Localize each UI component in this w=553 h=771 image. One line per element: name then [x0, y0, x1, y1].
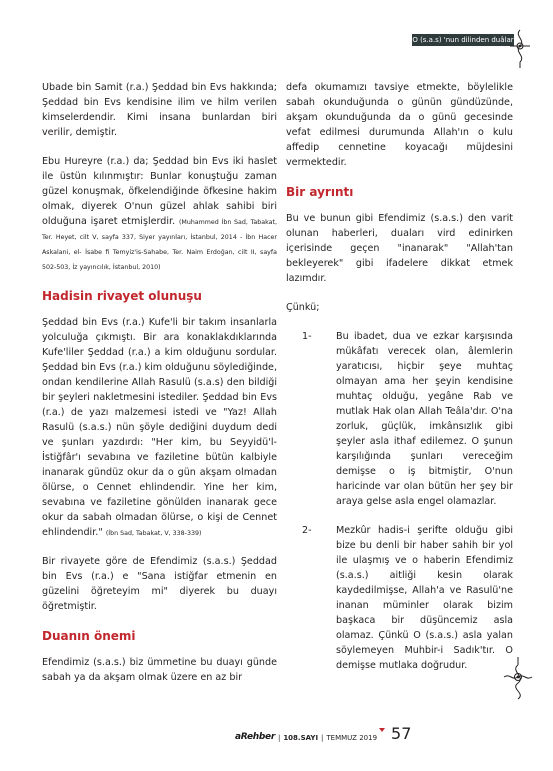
list-item — [286, 329, 513, 509]
section-heading: Bir ayrıntı — [286, 185, 354, 199]
issue-number: 108.SAYI — [283, 734, 319, 742]
list-number: 1- — [302, 331, 312, 342]
paragraph — [42, 315, 277, 540]
page-footer: aRehber | 108.SAYI | TEMMUZ 2019 57 — [235, 724, 412, 743]
paragraph: defa okumamızı tavsiye etmekte, böylelikle sabah okunduğunda o günün gündüzünde, akşam okunduğunda da o günü gecesinde vefat edilmesi durumunda Allah'ın o kulu affedip cennetine koyacağı müjdesini vermektedir. — [286, 82, 513, 168]
list-item — [286, 523, 513, 673]
list-number: 2- — [302, 525, 312, 536]
paragraph: Çünkü; — [286, 302, 320, 313]
page-number: 57 — [391, 724, 412, 743]
paragraph: Bu ve bunun gibi Efendimiz (s.a.s.) den varit olunan haberleri, duaları vird edinirken içerisinde geçen "inanarak" "Allah'tan bekleyerek" gibi ifadelere dikkat etmek lazımdır. — [286, 213, 513, 284]
triangle-icon — [379, 728, 385, 732]
right-column — [286, 80, 513, 673]
issue-date: TEMMUZ 2019 — [326, 734, 378, 742]
numbered-list — [286, 329, 513, 673]
corner-ornament-top — [505, 28, 535, 70]
paragraph-text: Ebu Hureyre (r.a.) da; Şeddad bin Evs iki haslet ile üstün kılınmıştır: Bunlar konuştuğu zaman güzel konuşmak, öfkelendiğinde öfkesine hakim olmak, diyerek O'nun güzel ahlak sahibi biri olduğuna işaret etmişlerdir. — [42, 156, 277, 227]
paragraph — [42, 154, 277, 274]
paragraph: Ubade bin Samit (r.a.) Şeddad bin Evs hakkında; Şeddad bin Evs kendisine ilim ve hilm verilen kimselerdendir. Kimi insana bunlardan biri verilir, demiştir. — [42, 82, 277, 138]
list-text: Mezkûr hadis-i şerifte olduğu gibi bize bu denli bir haber sahih bir yol ile ulaşmış ve o haberin Efendimiz (s.a.s.) aitliği kesin olarak kaydedilmişse, Allah'a ve Rasulü'ne inanan müminler olarak bizim başkaca bir düşüncemiz asla olamaz. Çünkü O (s.a.s.) asla yalan söylemeyen Muhbir-i Sadık'tır. O demişse mutlaka doğrudur. — [336, 525, 513, 671]
citation: (İbn Sad, Tabakat, V, 338-339) — [105, 530, 202, 537]
magazine-logo: aRehber — [235, 732, 275, 742]
paragraph: Efendimiz (s.a.s.) biz ümmetine bu duayı günde sabah ya da akşam olmak üzere en az bir — [42, 657, 277, 683]
paragraph: Bir rivayete göre de Efendimiz (s.a.s.) Şeddad bin Evs (r.a.) e "Sana istiğfar etmenin en güzelini öğreteyim mi" diyerek bu duayı öğretmiştir. — [42, 556, 277, 612]
running-title: O (s.a.s) 'nun dilinden duâlar — [412, 36, 514, 44]
left-column — [42, 80, 277, 685]
section-heading: Hadisin rivayet olunuşu — [42, 289, 202, 303]
citation: (Muhammed İbn Sad, Tabakat, Ter. Heyet, cilt V, sayfa 337, Siyer yayınları, İstanbul, 2014 - İbn Hacer Askalani, el- İsabe fi Temyiz'is-Sahabe, Ter. Naim Erdoğan, cilt II, sayfa 502-503, İz yayıncılık, İstanbul, 2010) — [42, 219, 277, 271]
list-text: Bu ibadet, dua ve ezkar karşısında mükâfatı verecek olan, âlemlerin yaratıcısı, hiçbir şeye muhtaç olmayan ama her şeyin kendisine muhtaç olduğu, yegâne Rab ve mutlak Hak olan Allah Teâla'dır. O'na zorluk, güçlük, imkânsızlık gibi şeyler asla ithaf edilemez. O şunun karşılığında şunları vereceğim demişse o iş bitmiştir, O'nun haricinde var olan bütün her şey bir araya gelse asla engel olamazlar. — [336, 331, 513, 507]
section-heading: Duanın önemi — [42, 629, 136, 643]
paragraph-text: Şeddad bin Evs (r.a.) Kufe'li bir takım insanlarla yolculuğa çıkmıştı. Bir ara konaklakdıklarında Kufe'liler Şeddad (r.a.) a kim olduğunu sordular. Şeddad bin Evs (r.a.) kim olduğunu söylediğinde, ondan kendilerine Allah Rasulü (s.a.s) den bildiği bir şeyleri nakletmesini istediler. Şeddad bin Evs (r.a.) de yazı malzemesi istedi ve "Yaz! Allah Rasulü (s.a.s.) nün şöyle dediğini duydum dedi ve şunları yazdırdı: "Her kim, bu Seyyidü'l-İstiğfâr'ı sevabına ve faziletine bütün kalbiyle inanarak gündüz okur da o gün akşam olmadan ölürse, o Cennet ehlindendir. Yine her kim, sevabına ve faziletine gönülden inanarak gece okur da sabah olmadan ölürse, o kişi de Cennet ehlindendir." — [42, 317, 277, 538]
